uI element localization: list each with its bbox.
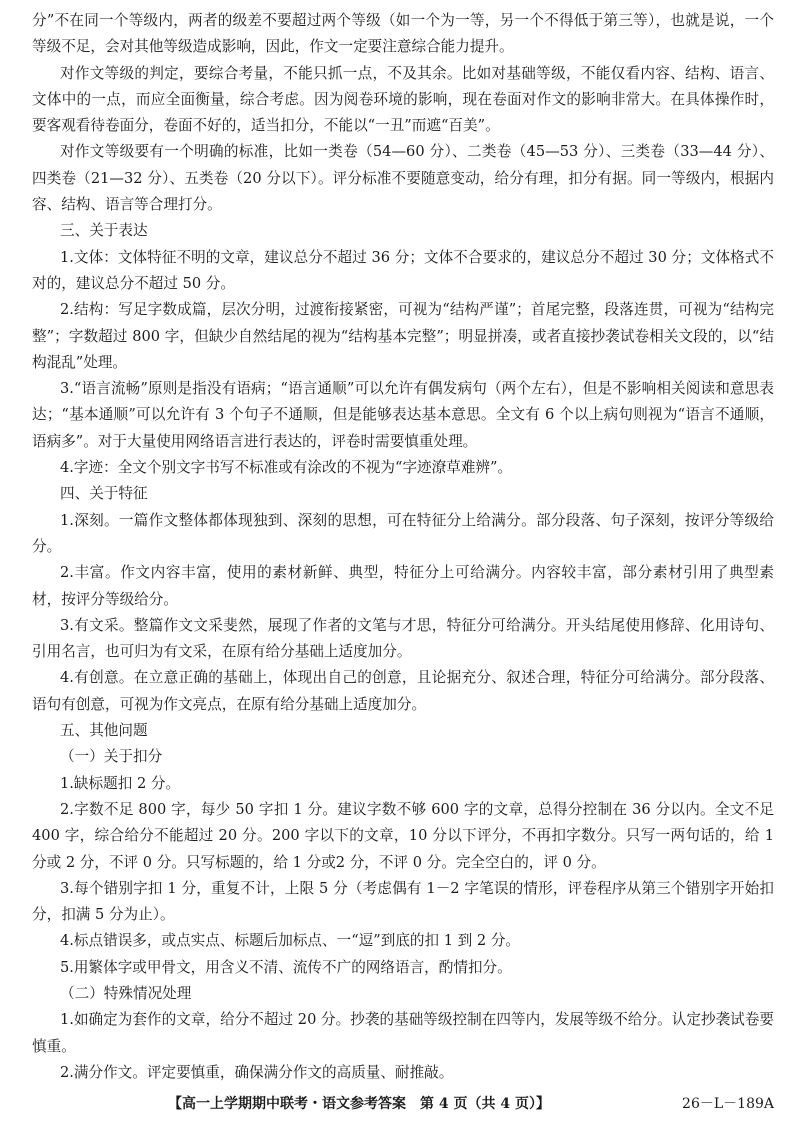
paragraph: 3.有文采。整篇作文文采斐然，展现了作者的文笔与才思，特征分可给满分。开头结尾使用修辞、化用诗句、引用名言，也可归为有文采，在原有给分基础上适度加分。 <box>32 616 774 661</box>
section-heading: 四、关于特征 <box>60 485 148 503</box>
paragraph: 4.有创意。在立意正确的基础上，体现出自己的创意，且论据充分、叙述合理，特征分可给满分。部分段落、语句有创意，可视为作文亮点，在原有给分基础上适度加分。 <box>32 669 774 713</box>
paragraph: 1.深刻。一篇作文整体都体现独到、深刻的思想，可在特征分上给满分。部分段落、句子深刻，按评分等级给分。 <box>32 511 774 555</box>
section-heading: （二）特殊情况处理 <box>60 984 192 1002</box>
paragraph: 对作文等级要有一个明确的标准，比如一类卷（54—60 分）、二类卷（45—53 分）、三类卷（33—44 分）、四类卷（21—32 分）、五类卷（20 分以下）。评分标准不要随意变动，给分有理，扣分有据。同一等级内，根据内容、结构、语言等合理打分。 <box>32 143 774 214</box>
footer-title: 【高一上学期期中联考・语文参考答案 第 4 页（共 4 页）】 <box>168 1096 550 1112</box>
paragraph: 2.丰富。作文内容丰富，使用的素材新鲜、典型，特征分上可给满分。内容较丰富，部分素材引用了典型素材，按评分等级给分。 <box>32 564 774 608</box>
paragraph: 2.字数不足 800 字，每少 50 字扣 1 分。建议字数不够 600 字的文章，总得分控制在 36 分以内。全文不足 400 字，综合给分不能超过 20 分。200 字以下的文章，10 分以下评分，不再扣字数分。只写一两句话的，给 1 分或 2 分，不评 0 分。只写标题的，给 1 分或2 分，不评 0 分。完全空白的，评 0 分。 <box>32 800 774 871</box>
section-heading: （一）关于扣分 <box>60 748 163 766</box>
paragraph: 分”不在同一个等级内，两者的级差不要超过两个等级（如一个为一等，另一个不得低于第三等），也就是说，一个等级不足，会对其他等级造成影响，因此，作文一定要注意综合能力提升。 <box>32 12 774 56</box>
paragraph: 3.“语言流畅”原则是指没有语病；“语言通顺”可以允许有偶发病句（两个左右），但是不影响相关阅读和意思表达；“基本通顺”可以允许有 3 个句子不通顺，但是能够表达基本意思。全文有 6 个以上病句则视为“语言不通顺，语病多”。对于大量使用网络语言进行表达的，评卷时需要慎重处理。 <box>32 380 774 450</box>
paragraph: 1.文体：文体特征不明的文章，建议总分不超过 36 分；文体不合要求的，建议总分不超过 30 分；文体格式不对的，建议总分不超过 50 分。 <box>32 248 774 292</box>
paragraph: 对作文等级的判定，要综合考量，不能只抓一点，不及其余。比如对基础等级，不能仅看内容、结构、语言、文体中的一点，而应全面衡量，综合考虑。因为阅卷环境的影响，现在卷面对作文的影响非常大。在具体操作时，要客观看待卷面分，卷面不好的，适当扣分，不能以“一丑”而遮“百美”。 <box>32 64 774 135</box>
paragraph: 2.结构：写足字数成篇，层次分明，过渡衔接紧密，可视为“结构严谨”；首尾完整，段落连贯，可视为“结构完整”；字数超过 800 字，但缺少自然结尾的视为“结构基本完整”；明显拼凑，或者直接抄袭试卷相关文段的，以“结构混乱”处理。 <box>32 301 774 371</box>
paragraph: 3.每个错别字扣 1 分，重复不计，上限 5 分（考虑偶有 1－2 字笔误的情形，评卷程序从第三个错别字开始扣分，扣满 5 分为止）。 <box>32 879 774 924</box>
paragraph: 2.满分作文。评定要慎重，确保满分作文的高质量、耐推敲。 <box>60 1063 454 1081</box>
section-heading: 五、其他问题 <box>60 722 148 740</box>
document-body <box>32 8 774 1086</box>
footer-code: 26－L－189A <box>682 1096 774 1112</box>
paragraph: 4.字迹：全文个别文字书写不标准或有涂改的不视为“字迹潦草难辨”。 <box>60 459 513 477</box>
paragraph: 1.如确定为套作的文章，给分不超过 20 分。抄袭的基础等级控制在四等内，发展等级不给分。认定抄袭试卷要慎重。 <box>32 1011 774 1055</box>
paragraph: 5.用繁体字或甲骨文，用含义不清、流传不广的网络语言，酌情扣分。 <box>60 958 512 976</box>
section-heading: 三、关于表达 <box>60 222 148 240</box>
paragraph: 4.标点错误多，或点实点、标题后加标点、一“逗”到底的扣 1 到 2 分。 <box>60 932 521 950</box>
page-footer <box>0 1091 800 1117</box>
paragraph: 1.缺标题扣 2 分。 <box>60 774 181 792</box>
